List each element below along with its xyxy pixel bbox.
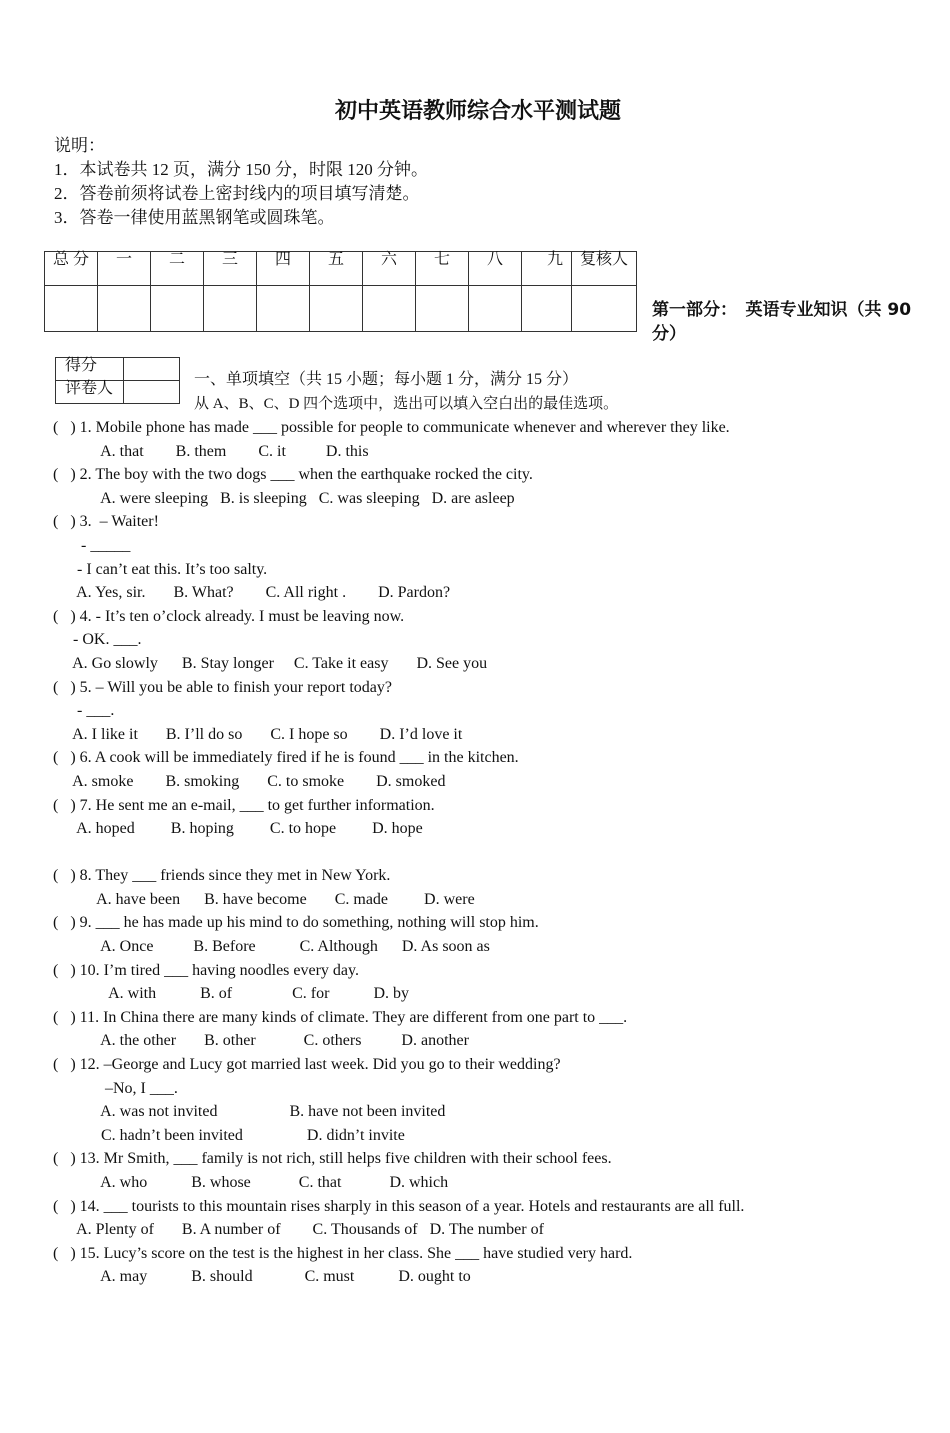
score-header-6: 六: [363, 252, 416, 286]
question-line: –No, I ___.: [53, 1079, 178, 1097]
question-options: A. hoped B. hoping C. to hope D. hope: [53, 820, 423, 838]
instruction-item: 3．答卷一律使用蓝黑钢笔或圆珠笔。: [54, 208, 335, 227]
score-cell[interactable]: [572, 286, 637, 332]
grader-field[interactable]: [124, 381, 180, 404]
question-stem: ( ) 14. ___ tourists to this mountain rises sharply in this season of a year. Hotels and restaurants are all full.: [53, 1197, 745, 1215]
question-stem: ( ) 6. A cook will be immediately fired if he is found ___ in the kitchen.: [53, 749, 519, 767]
question-options: A. Plenty of B. A number of C. Thousands of D. The number of: [53, 1221, 544, 1239]
question-options: A. smoke B. smoking C. to smoke D. smoked: [53, 772, 446, 790]
score-cell[interactable]: [257, 286, 310, 332]
score-cell[interactable]: [416, 286, 469, 332]
question-stem: ( ) 2. The boy with the two dogs ___ when the earthquake rocked the city.: [53, 466, 533, 484]
question-options: A. Go slowly B. Stay longer C. Take it easy D. See you: [53, 654, 488, 672]
question-stem: ( ) 10. I’m tired ___ having noodles every day.: [53, 961, 359, 979]
score-header-1: 一: [98, 252, 151, 286]
instruction-item: 2．答卷前须将试卷上密封线内的项目填写清楚。: [54, 184, 420, 203]
score-cell[interactable]: [45, 286, 98, 332]
question-stem: ( ) 3. – Waiter!: [53, 513, 159, 531]
score-cell[interactable]: [522, 286, 572, 332]
question-stem: ( ) 5. – Will you be able to finish your report today?: [53, 678, 392, 696]
score-header-9: 九: [522, 252, 572, 286]
question-options: A. Once B. Before C. Although D. As soon as: [53, 938, 490, 956]
section-one-instruction: 从 A、B、C、D 四个选项中，选出可以填入空白出的最佳选项。: [194, 396, 619, 412]
question-options: A. may B. should C. must D. ought to: [53, 1268, 471, 1286]
section-one-heading: [194, 368, 618, 416]
score-cell[interactable]: [469, 286, 522, 332]
score-cell[interactable]: [310, 286, 363, 332]
question-options: A. that B. them C. it D. this: [53, 442, 369, 460]
score-cell[interactable]: [151, 286, 204, 332]
question-options: A. Yes, sir. B. What? C. All right . D. Pardon?: [53, 584, 451, 602]
question-options: C. hadn’t been invited D. didn’t invite: [53, 1126, 405, 1144]
score-header-4: 四: [257, 252, 310, 286]
question-stem: ( ) 4. - It’s ten o’clock already. I must be leaving now.: [53, 607, 405, 625]
score-table: [44, 251, 637, 332]
part-one-heading: 第一部分： 英语专业知识（共 90 分）: [652, 300, 912, 344]
score-cell[interactable]: [204, 286, 257, 332]
spacer: [53, 841, 933, 865]
question-line: - ___.: [53, 702, 115, 720]
question-stem: ( ) 13. Mr Smith, ___ family is not rich, still helps five children with their school fees.: [53, 1150, 612, 1168]
score-header-5: 五: [310, 252, 363, 286]
instructions: [54, 134, 428, 230]
question-stem: ( ) 11. In China there are many kinds of climate. They are different from one part to ___.: [53, 1008, 628, 1026]
question-options: A. I like it B. I’ll do so C. I hope so D. I’d love it: [53, 725, 463, 743]
section-one-title: 一、单项填空（共 15 小题；每小题 1 分，满分 15 分）: [194, 371, 579, 388]
question-stem: ( ) 15. Lucy’s score on the test is the highest in her class. She ___ have studied very hard.: [53, 1244, 633, 1262]
question-stem: ( ) 12. –George and Lucy got married last week. Did you go to their wedding?: [53, 1056, 561, 1074]
score-cell[interactable]: [98, 286, 151, 332]
question-line: - I can’t eat this. It’s too salty.: [53, 560, 268, 578]
score-header-total: 总 分: [45, 252, 98, 286]
score-field[interactable]: [124, 358, 180, 381]
instructions-heading: 说明：: [54, 136, 105, 155]
question-options: A. have been B. have become C. made D. were: [53, 890, 475, 908]
page-title: 初中英语教师综合水平测试题: [334, 99, 621, 124]
instruction-item: 1．本试卷共 12 页，满分 150 分，时限 120 分钟。: [54, 160, 428, 179]
question-options: A. the other B. other C. others D. another: [53, 1032, 469, 1050]
question-stem: ( ) 1. Mobile phone has made ___ possible for people to communicate whenever and wherever they like.: [53, 419, 730, 436]
question-line: - _____: [53, 536, 131, 554]
question-stem: ( ) 8. They ___ friends since they met in New York.: [53, 867, 391, 885]
question-list: [53, 416, 933, 1289]
score-header-7: 七: [416, 252, 469, 286]
question-line: - OK. ___.: [53, 631, 142, 649]
score-header-3: 三: [204, 252, 257, 286]
grader-box: [55, 357, 180, 404]
question-options: A. was not invited B. have not been invited: [53, 1103, 446, 1121]
score-label: 得分: [56, 358, 124, 381]
question-options: A. were sleeping B. is sleeping C. was sleeping D. are asleep: [53, 489, 515, 507]
grader-label: 评卷人: [56, 381, 124, 404]
question-stem: ( ) 7. He sent me an e-mail, ___ to get further information.: [53, 796, 435, 814]
question-options: A. with B. of C. for D. by: [53, 985, 409, 1003]
score-header-reviewer: 复核人: [572, 252, 637, 286]
score-cell[interactable]: [363, 286, 416, 332]
score-header-8: 八: [469, 252, 522, 286]
question-options: A. who B. whose C. that D. which: [53, 1174, 449, 1191]
score-header-2: 二: [151, 252, 204, 286]
question-stem: ( ) 9. ___ he has made up his mind to do something, nothing will stop him.: [53, 914, 539, 932]
